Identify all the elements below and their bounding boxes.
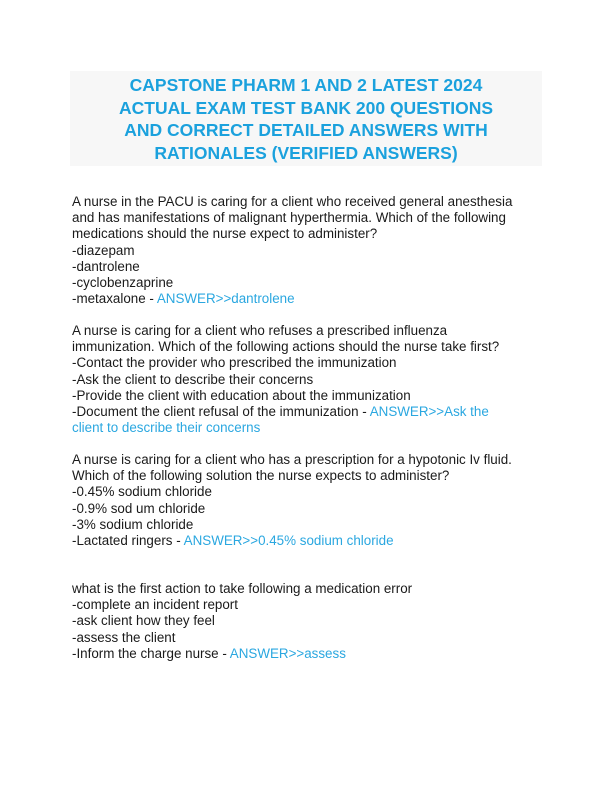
question-stem: A nurse in the PACU is caring for a client who received general anesthesia bbox=[72, 194, 513, 209]
question-stem: A nurse is caring for a client who refuses a prescribed influenza bbox=[72, 323, 448, 338]
answer-option: -diazepam bbox=[72, 242, 135, 258]
title-line: ACTUAL EXAM TEST BANK 200 QUESTIONS bbox=[118, 97, 494, 118]
question-3 bbox=[72, 452, 552, 549]
answer-option: -3% sodium chloride bbox=[72, 516, 194, 532]
question-stem: Which of the following solution the nurse expects to administer? bbox=[72, 468, 450, 484]
answer-option: -Ask the client to describe their concerns bbox=[72, 371, 314, 387]
answer-option-line bbox=[72, 533, 552, 549]
correct-answer: ANSWER>>assess bbox=[229, 645, 346, 661]
correct-answer: ANSWER>>Ask the bbox=[369, 404, 489, 420]
answer-option: -0.9% sod um chloride bbox=[72, 500, 206, 516]
answer-option-line bbox=[72, 404, 552, 420]
answer-option: -Contact the provider who prescribed the immunization bbox=[72, 355, 397, 371]
title-line: RATIONALES (VERIFIED ANSWERS) bbox=[154, 142, 458, 163]
answer-option: -Provide the client with education about the immunization bbox=[72, 387, 411, 403]
correct-answer: ANSWER>>0.45% sodium chloride bbox=[183, 533, 394, 549]
answer-option: -Inform the charge nurse - bbox=[72, 645, 230, 661]
answer-option: -assess the client bbox=[72, 629, 176, 645]
answer-option: -0.45% sodium chloride bbox=[72, 484, 212, 500]
answer-option: -ask client how they feel bbox=[72, 613, 215, 629]
answer-option: -complete an incident report bbox=[72, 597, 238, 613]
correct-answer: ANSWER>>dantrolene bbox=[156, 291, 295, 307]
question-stem: A nurse is caring for a client who has a prescription for a hypotonic Iv fluid. bbox=[72, 452, 512, 467]
answer-option: -metaxalone - bbox=[72, 291, 157, 307]
question-2 bbox=[72, 323, 552, 436]
question-stem: what is the first action to take following a medication error bbox=[72, 581, 413, 596]
answer-option: -dantrolene bbox=[72, 258, 140, 274]
answer-option: -cyclobenzaprine bbox=[72, 275, 174, 291]
document-title bbox=[70, 71, 542, 166]
question-stem: and has manifestations of malignant hyperthermia. Which of the following bbox=[72, 210, 506, 226]
title-line: CAPSTONE PHARM 1 AND 2 LATEST 2024 bbox=[129, 75, 483, 95]
question-stem: immunization. Which of the following actions should the nurse take first? bbox=[72, 339, 500, 355]
answer-option-line bbox=[72, 291, 552, 307]
answer-option-line bbox=[72, 646, 552, 662]
question-4 bbox=[72, 581, 552, 662]
answer-option: -Document the client refusal of the immunization - bbox=[72, 404, 370, 420]
question-stem: medications should the nurse expect to administer? bbox=[72, 226, 378, 242]
answer-option: -Lactated ringers - bbox=[72, 533, 184, 549]
title-line: AND CORRECT DETAILED ANSWERS WITH bbox=[124, 120, 488, 140]
question-1 bbox=[72, 194, 552, 307]
correct-answer-continued: client to describe their concerns bbox=[72, 420, 261, 436]
